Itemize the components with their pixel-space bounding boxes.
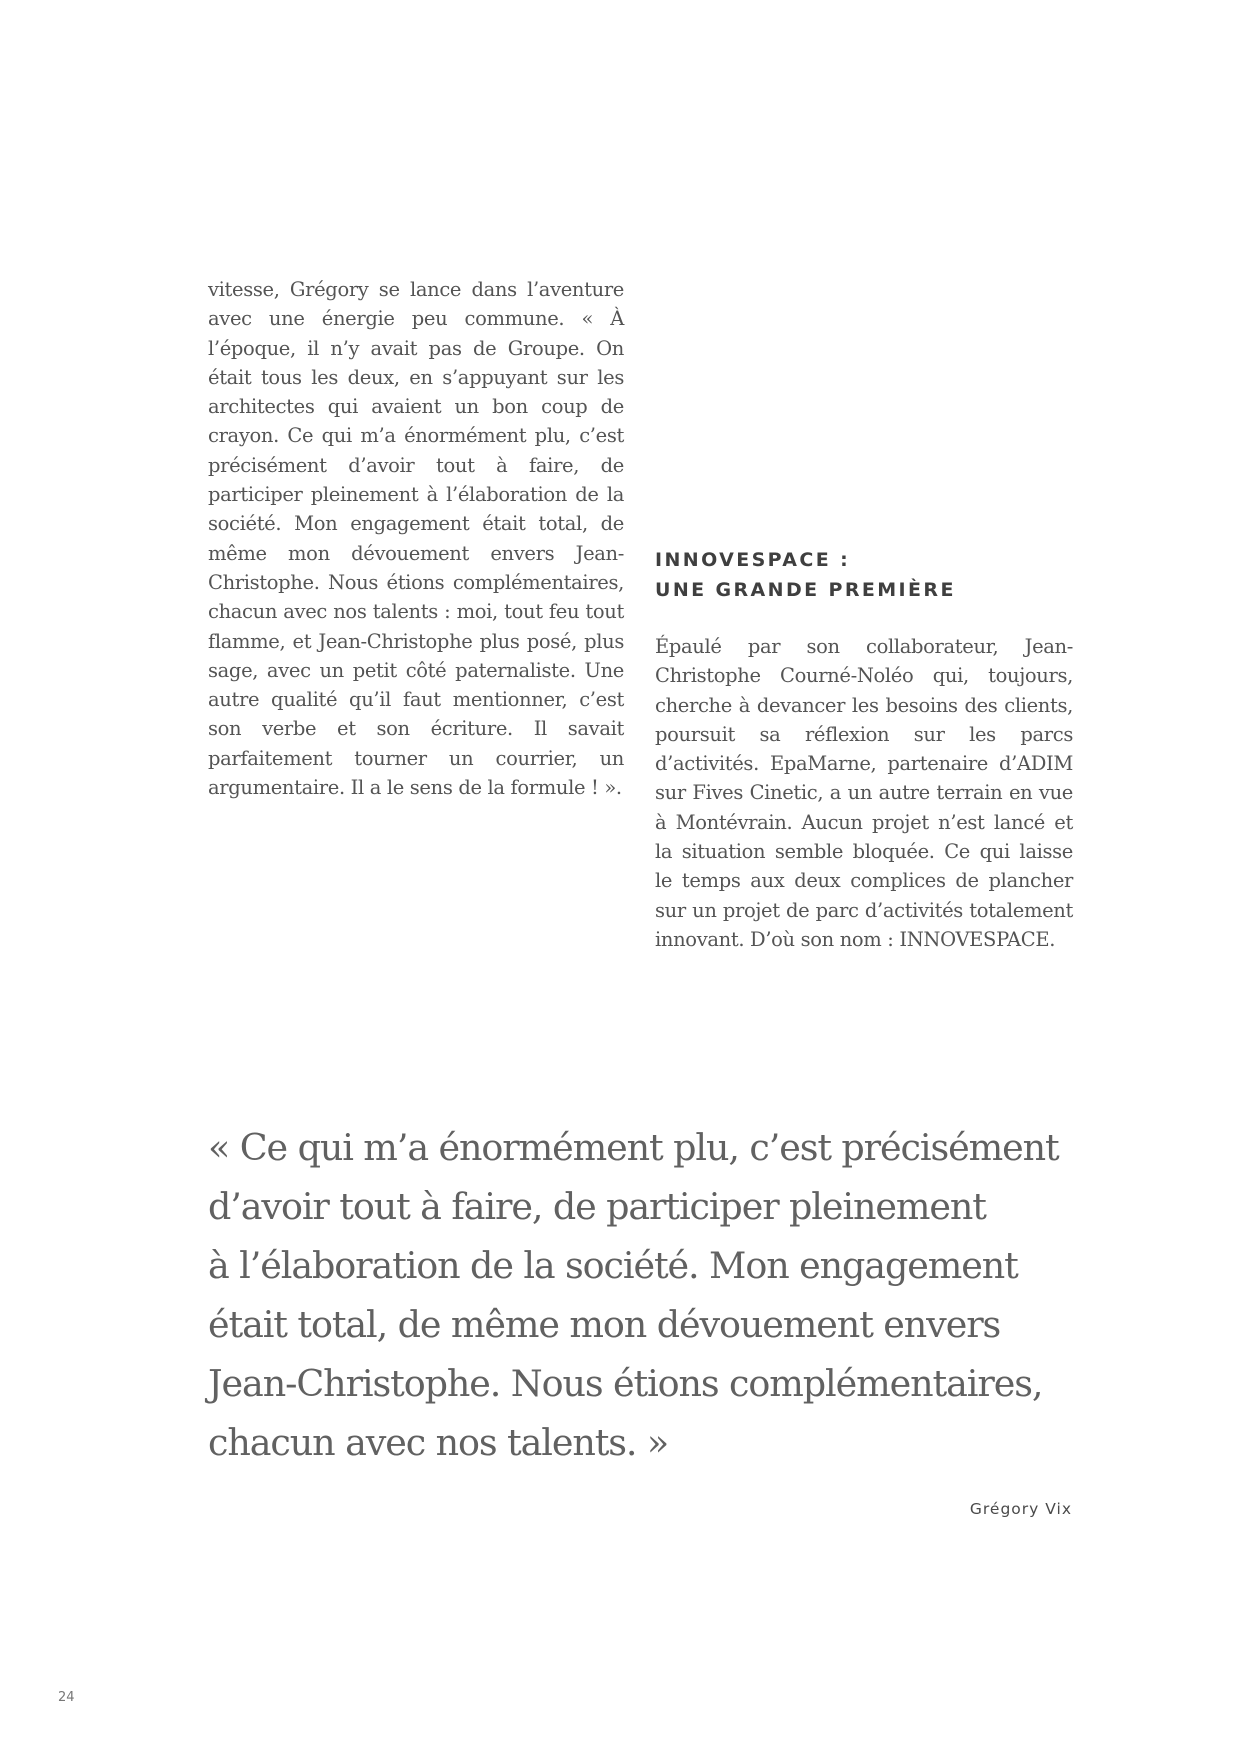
section-heading-line-2: UNE GRANDE PREMIÈRE xyxy=(655,579,956,601)
section-paragraph: Épaulé par son collaborateur, Jean-Christophe Courné-Noléo qui, toujours, cherche à devancer les besoins des clients, poursuit sa réflexion sur les parcs d’activités. EpaMarne, partenaire d’ADIM sur Fives Cinetic, a un autre terrain en vue à Montévrain. Aucun projet n’est lancé et la situation semble bloquée. Ce qui laisse le temps aux deux complices de plancher sur un projet de parc d’activités totalement innovant. D’où son nom : INNOVESPACE. xyxy=(655,635,1073,951)
pull-quote-line: était total, de même mon dévouement envers xyxy=(208,1303,1001,1346)
pull-quote-line: d’avoir tout à faire, de participer pleinement xyxy=(208,1185,986,1228)
section-heading-line-1: INNOVESPACE : xyxy=(655,549,851,571)
pull-quote-line: « Ce qui m’a énormément plu, c’est précisément xyxy=(208,1126,1059,1169)
body-text-left-column xyxy=(208,275,624,802)
body-paragraph: vitesse, Grégory se lance dans l’aventure avec une énergie peu commune. « À l’époque, il n’y avait pas de Groupe. On était tous les deux, en s’appuyant sur les architectes qui avaient un bon coup de crayon. Ce qui m’a énormément plu, c’est précisément d’avoir tout à faire, de participer pleinement à l’élaboration de la société. Mon engagement était total, de même mon dévouement envers Jean-Christophe. Nous étions complémentaires, chacun avec nos talents : moi, tout feu tout flamme, et Jean-Christophe plus posé, plus sage, avec un petit côté paternaliste. Une autre qualité qu’il faut mentionner, c’est son verbe et son écriture. Il savait parfaitement tourner un courrier, un argumentaire. Il a le sens de la formule ! ». xyxy=(208,278,624,800)
body-text-right-column xyxy=(655,632,1073,954)
pull-quote-line: à l’élaboration de la société. Mon engagement xyxy=(208,1244,1018,1287)
pull-quote-line: chacun avec nos talents. » xyxy=(208,1421,669,1464)
section-heading xyxy=(655,545,1073,605)
pull-quote xyxy=(208,1118,1108,1472)
pull-quote-line: Jean-Christophe. Nous étions complémentaires, xyxy=(208,1362,1043,1405)
page-number: 24 xyxy=(58,1690,75,1705)
quote-attribution: Grégory Vix xyxy=(969,1500,1072,1518)
